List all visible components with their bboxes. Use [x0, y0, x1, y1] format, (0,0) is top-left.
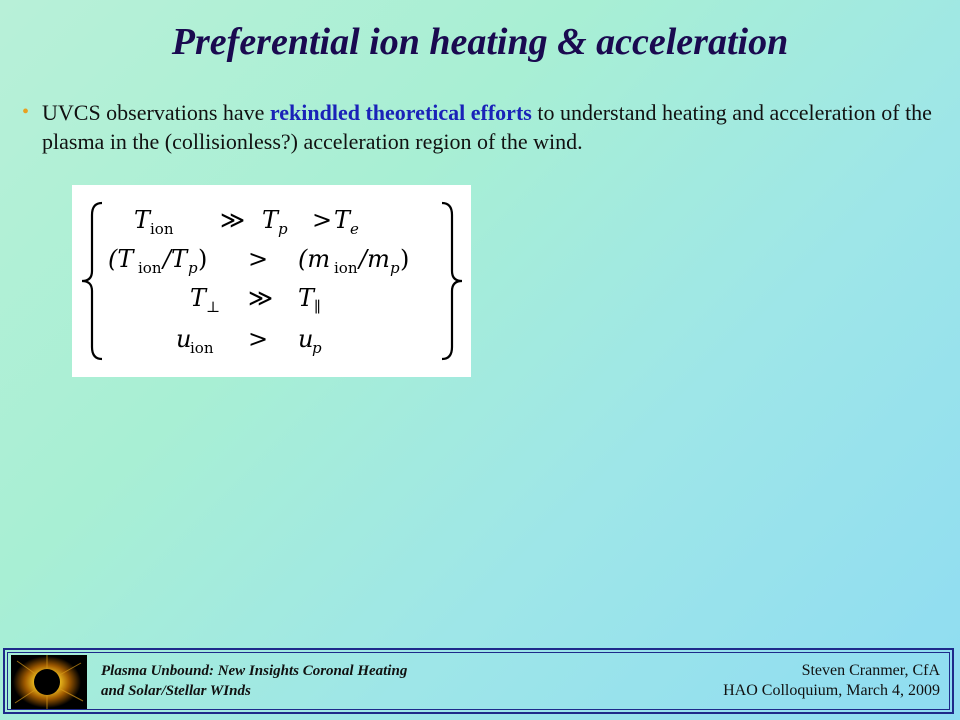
eq1-mid: T	[262, 206, 279, 234]
eq1-rel1: ≫	[220, 206, 246, 234]
eq2-lhs-tail-sub: p	[188, 259, 198, 277]
bullet-text-before: UVCS observations have	[42, 100, 270, 125]
equation-system	[72, 185, 471, 377]
eq4-lhs-sub: ion	[190, 339, 214, 357]
bullet-highlight: rekindled theoretical efforts	[269, 100, 532, 125]
eq2-rhs-sub: ion	[334, 259, 358, 277]
bullet-point	[22, 98, 932, 156]
bullet-text-after: to understand heating and acceleration of the plasma in the (collisionless?) acceleration region of the wind.	[42, 100, 932, 154]
eq2-rhs-close: )	[400, 245, 410, 273]
eq1-rhs: T	[334, 206, 351, 234]
eq2-rel: >	[248, 245, 269, 273]
bullet-icon: •	[22, 101, 30, 123]
eq2-lhs-close: )	[198, 245, 208, 273]
eq2-lhs-sub: ion	[138, 259, 162, 277]
right-brace-icon	[442, 203, 462, 359]
eq1-rhs-sub: e	[350, 220, 359, 238]
eq1-lhs: T	[134, 206, 151, 234]
eq4-lhs: u	[176, 325, 192, 353]
eq4-rel: >	[248, 325, 269, 353]
footer	[3, 648, 954, 714]
footer-right-line2: HAO Colloquium, March 4, 2009	[723, 682, 940, 699]
eq4-rhs-sub: p	[312, 339, 322, 357]
slide-title: Preferential ion heating & acceleration	[171, 21, 789, 63]
footer-course-title	[101, 661, 531, 701]
eq1-rel2: >	[312, 206, 333, 234]
eq1-mid-sub: p	[278, 220, 288, 238]
eq3-lhs-sub: ⊥	[206, 298, 221, 316]
eq1-lhs-sub: ion	[150, 220, 174, 238]
eq3-rhs: T	[298, 284, 315, 312]
footer-speaker-info	[640, 661, 940, 701]
eq2-lhs-tail: /T	[163, 245, 188, 273]
eq2-rhs-tail: /m	[359, 245, 390, 273]
footer-right-line1: Steven Cranmer, CfA	[801, 662, 940, 679]
eq4-rhs: u	[298, 325, 314, 353]
eq3-lhs: T	[190, 284, 207, 312]
equation-panel	[72, 185, 471, 377]
eq3-rel: ≫	[248, 284, 274, 312]
eq3-rhs-sub: ∥	[314, 298, 321, 316]
eclipse-icon	[11, 655, 87, 709]
left-brace-icon	[82, 203, 102, 359]
eq2-rhs-tail-sub: p	[390, 259, 400, 277]
bullet-text	[42, 98, 932, 156]
eq2-lhs: (T	[108, 245, 134, 273]
solar-eclipse-image	[11, 655, 87, 709]
footer-left-line2: and Solar/Stellar WInds	[101, 683, 251, 699]
eq2-rhs: (m	[298, 245, 331, 273]
footer-left-line1: Plasma Unbound: New Insights Coronal Heating	[101, 663, 408, 679]
